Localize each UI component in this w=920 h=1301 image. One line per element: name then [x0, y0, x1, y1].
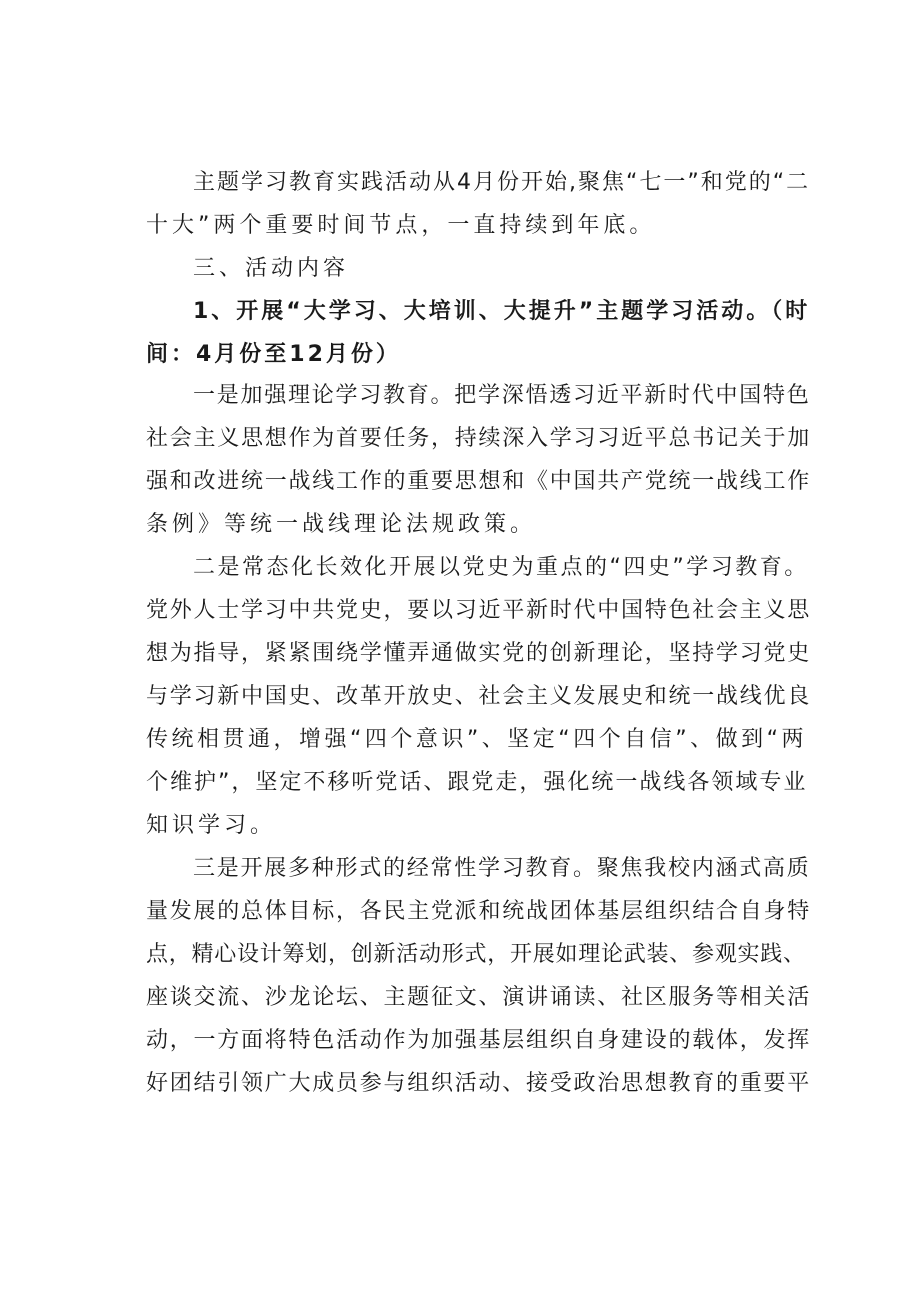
paragraph-line: 个维护”，坚定不移听党话、跟党走，强化统一战线各领域专业: [146, 770, 808, 795]
paragraph-line: 社会主义思想作为首要任务，持续深入学习习近平总书记关于加: [146, 426, 812, 451]
paragraph-line: 十大”两个重要时间节点，一直持续到年底。: [146, 213, 656, 238]
section-heading: 三、活动内容: [193, 256, 350, 281]
paragraph-line: 主题学习教育实践活动从4月份开始,聚焦“七一”和党的“二: [193, 170, 811, 195]
paragraph-line: 一是加强理论学习教育。把学深悟透习近平新时代中国特色: [193, 383, 811, 408]
subsection-heading: 间：4月份至12月份）: [146, 342, 401, 367]
paragraph-line: 传统相贯通，增强“四个意识”、坚定“四个自信”、做到“两: [146, 727, 807, 752]
paragraph-line: 知识学习。: [146, 813, 277, 838]
paragraph-line: 与学习新中国史、改革开放史、社会主义发展史和统一战线优良: [146, 684, 812, 709]
paragraph-line: 三是开展多种形式的经常性学习教育。聚焦我校内涵式高质: [193, 856, 811, 881]
subsection-heading: 1、开展“大学习、大培训、大提升”主题学习活动。（时: [193, 299, 811, 324]
paragraph-line: 二是常态化长效化开展以党史为重点的“四史”学习教育。: [193, 555, 809, 580]
paragraph-line: 量发展的总体目标，各民主党派和统战团体基层组织结合自身特: [146, 899, 812, 924]
paragraph-line: 条例》等统一战线理论法规政策。: [146, 512, 537, 537]
paragraph-line: 想为指导，紧紧围绕学懂弄通做实党的创新理论，坚持学习党史: [146, 641, 812, 666]
paragraph-line: 强和改进统一战线工作的重要思想和《中国共产党统一战线工作: [146, 469, 812, 494]
paragraph-line: 动，一方面将特色活动作为加强基层组织自身建设的载体，发挥: [146, 1028, 812, 1053]
paragraph-line: 点，精心设计筹划，创新活动形式，开展如理论武装、参观实践、: [146, 942, 806, 967]
paragraph-line: 好团结引领广大成员参与组织活动、接受政治思想教育的重要平: [146, 1071, 812, 1096]
paragraph-line: 座谈交流、沙龙论坛、主题征文、演讲诵读、社区服务等相关活: [146, 985, 812, 1010]
paragraph-line: 党外人士学习中共党史，要以习近平新时代中国特色社会主义思: [146, 598, 812, 623]
